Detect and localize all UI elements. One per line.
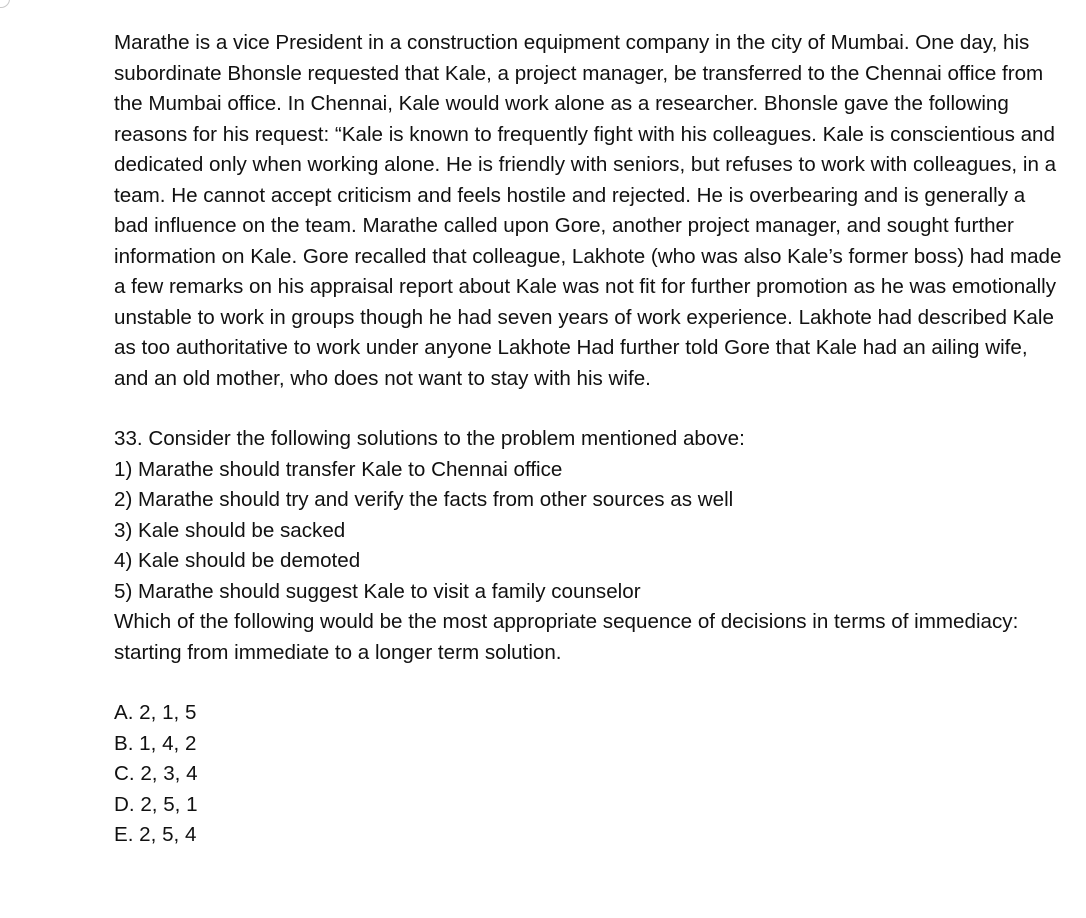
case-passage: Marathe is a vice President in a construction equipment company in the city of Mumbai. One day, his subordinate Bhonsle requested that Kale, a project manager, be transferred to the Chennai office from the Mumbai office. In Chennai, Kale would work alone as a researcher. Bhonsle gave the following reasons for his request: “Kale is known to frequently fight with his colleagues. Kale is conscientious and dedicated only when working alone. He is friendly with seniors, but refuses to work with colleagues, in a team. He cannot accept criticism and feels hostile and rejected. He is overbearing and is generally a bad influence on the team. Marathe called upon Gore, another project manager, and sought further information on Kale. Gore recalled that colleague, Lakhote (who was also Kale’s former boss) had made a few remarks on his appraisal report about Kale was not fit for further promotion as he was emotionally unstable to work in groups though he had seven years of work experience. Lakhote had described Kale as too authoritative to work under anyone Lakhote Had further told Gore that Kale had an ailing wife, and an old mother, who does not want to stay with his wife. xyxy=(114,31,1062,390)
option-a[interactable]: A. 2, 1, 5 xyxy=(114,701,197,724)
question-block xyxy=(114,424,1064,668)
statement-item: 1) Marathe should transfer Kale to Chennai office xyxy=(114,457,563,481)
statement-item: 5) Marathe should suggest Kale to visit a family counselor xyxy=(114,579,641,603)
answer-options xyxy=(114,698,1064,851)
document-page xyxy=(114,28,1064,851)
option-c[interactable]: C. 2, 3, 4 xyxy=(114,762,198,785)
statement-item: 2) Marathe should try and verify the facts from other sources as well xyxy=(114,488,734,511)
corner-circle-icon xyxy=(0,0,10,8)
question-prompt: Which of the following would be the most appropriate sequence of decisions in terms of immediacy: starting from immediate to a longer term solution. xyxy=(114,610,1019,664)
option-e[interactable]: E. 2, 5, 4 xyxy=(114,823,197,846)
statement-list xyxy=(114,455,1064,608)
statement-item: 4) Kale should be demoted xyxy=(114,549,361,572)
statement-item: 3) Kale should be sacked xyxy=(114,518,346,542)
question-stem: 33. Consider the following solutions to the problem mentioned above: xyxy=(114,427,745,450)
option-d[interactable]: D. 2, 5, 1 xyxy=(114,792,198,816)
option-b[interactable]: B. 1, 4, 2 xyxy=(114,731,197,755)
